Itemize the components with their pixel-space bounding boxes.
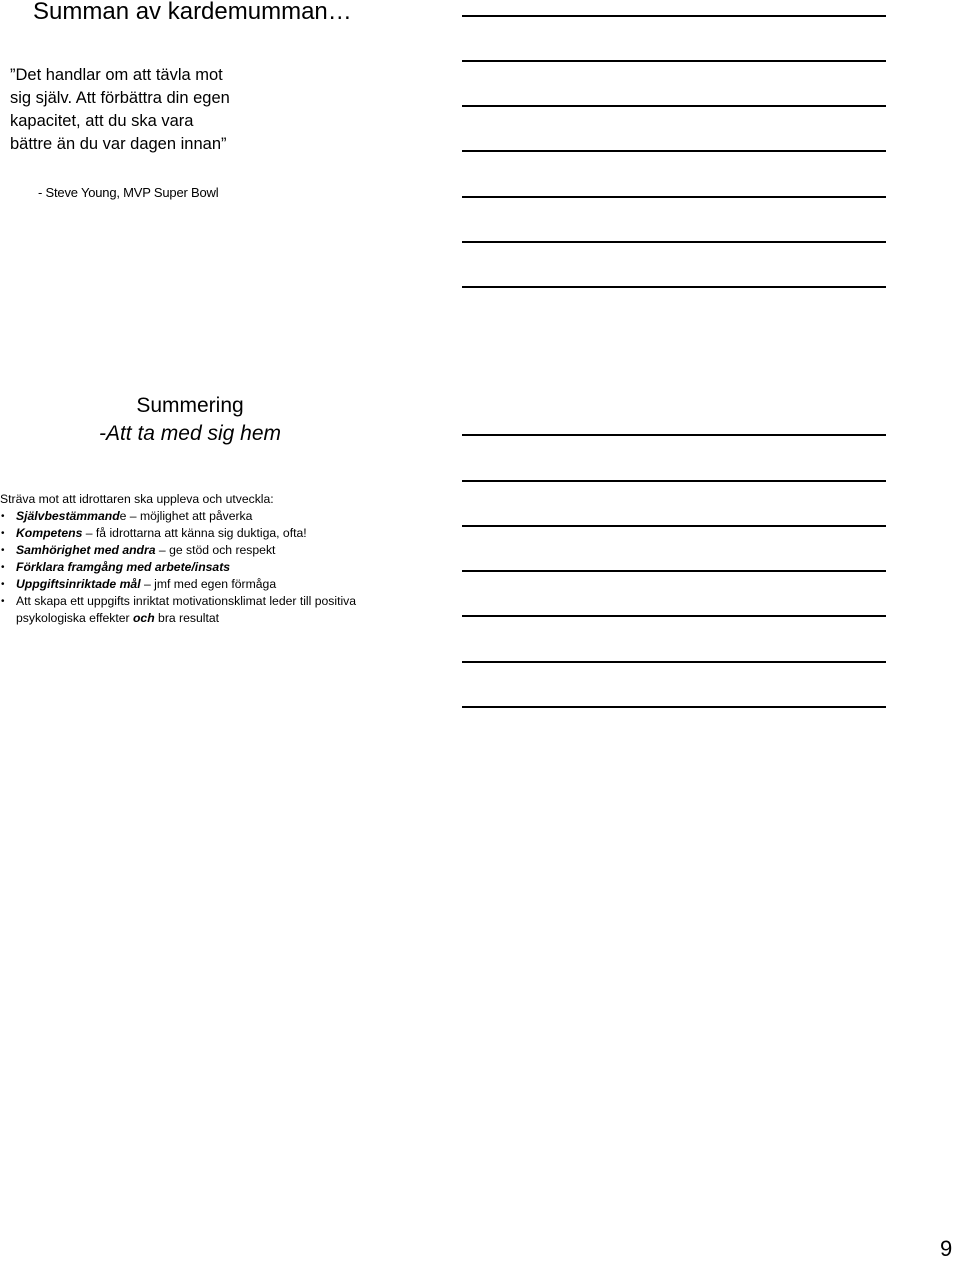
slide-1-title: Summan av kardemumman… <box>33 0 352 25</box>
note-line <box>462 286 886 288</box>
list-item <box>0 576 370 593</box>
conclusion-list <box>0 593 370 627</box>
quote-line: bättre än du var dagen innan” <box>10 135 227 153</box>
note-line <box>462 60 886 62</box>
note-line <box>462 105 886 107</box>
slide-2-title: Summering <box>136 394 244 417</box>
slide-2-subtitle: -Att ta med sig hem <box>98 422 282 445</box>
note-line <box>462 196 886 198</box>
note-line <box>462 615 886 617</box>
quote-line: ”Det handlar om att tävla mot <box>10 66 223 84</box>
conclusion-item <box>0 593 370 627</box>
page-number: 9 <box>940 1236 953 1261</box>
bullet-term: Kompetens <box>16 526 83 540</box>
slide-2-heading <box>50 392 330 448</box>
bullet-term: Förklara framgång med arbete/insats <box>16 560 231 574</box>
list-item <box>0 525 370 542</box>
list-item <box>0 542 370 559</box>
note-line <box>462 480 886 482</box>
bullet-text: – ge stöd och respekt <box>155 543 276 557</box>
quote-line: sig själv. Att förbättra din egen <box>10 89 230 107</box>
bullet-text: – få idrottarna att känna sig duktiga, ofta! <box>82 526 307 540</box>
intro-text: Sträva mot att idrottaren ska uppleva och utveckla: <box>0 492 274 506</box>
quote-line: kapacitet, att du ska vara <box>10 112 194 130</box>
bullet-text: e – möjlighet att påverka <box>119 509 253 523</box>
note-line <box>462 241 886 243</box>
note-line <box>462 661 886 663</box>
note-line <box>462 706 886 708</box>
note-line <box>462 570 886 572</box>
conclusion-text-end: bra resultat <box>154 611 220 625</box>
conclusion-emphasis: och <box>132 611 155 625</box>
list-item <box>0 508 370 525</box>
bullet-list <box>0 508 370 593</box>
bullet-term: Självbestämmand <box>16 509 120 523</box>
conclusion-text: Att skapa ett uppgifts inriktat motivationsklimat leder till positiva psykologiska effekter <box>16 594 357 625</box>
slide-2-body <box>0 491 370 627</box>
list-item <box>0 559 370 576</box>
note-line <box>462 15 886 17</box>
bullet-term: Samhörighet med andra <box>16 543 156 557</box>
note-line <box>462 525 886 527</box>
bullet-term: Uppgiftsinriktade mål <box>16 577 141 591</box>
quote <box>10 64 270 156</box>
note-line <box>462 434 886 436</box>
bullet-text: – jmf med egen förmåga <box>140 577 277 591</box>
quote-attribution: - Steve Young, MVP Super Bowl <box>38 185 219 200</box>
note-line <box>462 150 886 152</box>
